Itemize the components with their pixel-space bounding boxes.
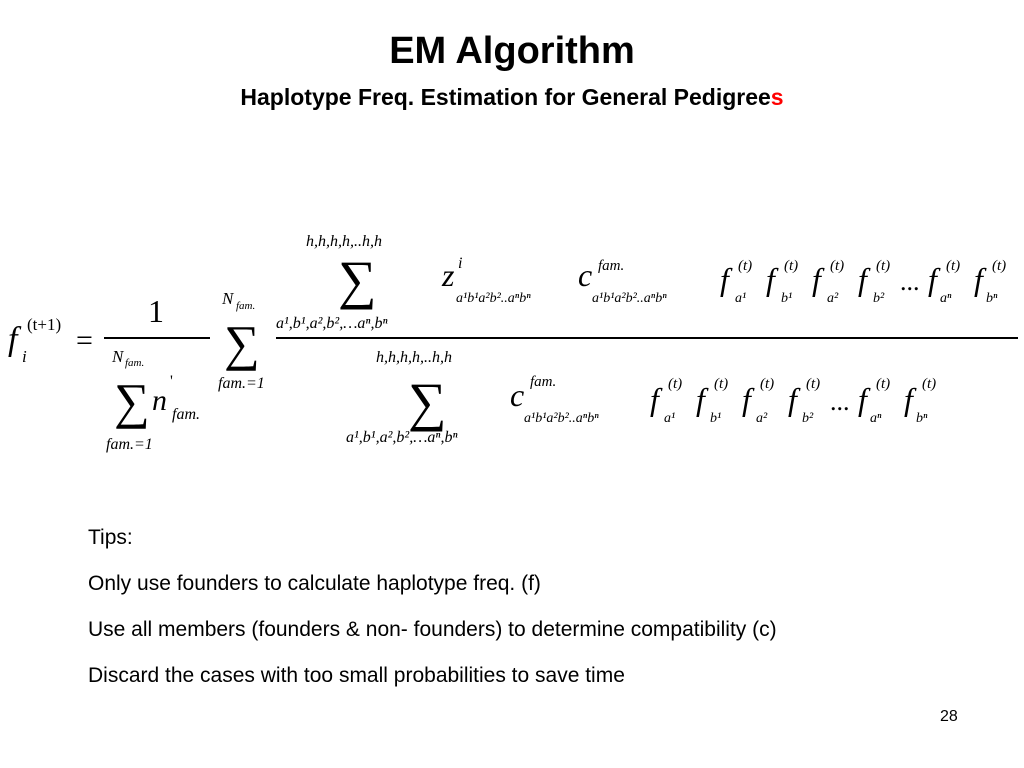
subtitle-accent: s — [770, 84, 784, 110]
den-sum-lower: a¹,b¹,a²,b²,…aⁿ,bⁿ — [346, 429, 458, 446]
num-f-1-sub: a¹ — [735, 291, 747, 306]
em-update-formula — [0, 210, 1024, 470]
equals-sign: = — [76, 324, 93, 357]
subtitle-main: Haplotype Freq. Estimation for General Pedigree — [240, 84, 771, 110]
num-f-1-sup: (t) — [738, 258, 753, 274]
num-f-6-sup: (t) — [992, 258, 1007, 274]
den-f-6: f — [904, 381, 913, 417]
num-f-6: f — [974, 261, 983, 297]
num-f-terms — [720, 258, 1006, 306]
den-f-5: f — [858, 381, 867, 417]
den-f-1-sub: a¹ — [664, 411, 676, 426]
tips-heading: Tips: — [88, 526, 133, 549]
num-f-4: f — [858, 261, 867, 297]
tip-item: Discard the cases with too small probabilities to save time — [88, 664, 625, 687]
num-f-5-sub: aⁿ — [940, 291, 952, 306]
lhs-sub: i — [22, 347, 27, 366]
den-f-3-sub: a² — [756, 411, 768, 426]
den-f-1-sup: (t) — [668, 376, 683, 392]
num-f-1: f — [720, 261, 729, 297]
den-f-6-sup: (t) — [922, 376, 937, 392]
tip-item: Use all members (founders & non- founders) to determine compatibility (c) — [88, 618, 777, 641]
denom-upper-sub: fam. — [125, 357, 145, 369]
denom-term-sub: fam. — [172, 406, 200, 423]
den-f-1: f — [650, 381, 659, 417]
lhs-sup: (t+1) — [27, 315, 62, 334]
denom-sigma: ∑ — [114, 373, 150, 429]
num-f-3: f — [812, 261, 821, 297]
slide-title: EM Algorithm — [389, 30, 635, 72]
den-f-4-sup: (t) — [806, 376, 821, 392]
den-ellipsis: ... — [830, 387, 850, 416]
den-f-terms — [650, 376, 936, 426]
tips-block — [88, 525, 777, 709]
outer-upper-sub: fam. — [236, 300, 256, 312]
den-f-3-sup: (t) — [760, 376, 775, 392]
frac-numerator: 1 — [148, 293, 164, 329]
den-f-5-sup: (t) — [876, 376, 891, 392]
num-f-2-sup: (t) — [784, 258, 799, 274]
num-z: z — [442, 257, 455, 293]
num-f-5: f — [928, 261, 937, 297]
den-f-2-sup: (t) — [714, 376, 729, 392]
lhs-f: f — [8, 321, 18, 358]
num-f-3-sup: (t) — [830, 258, 845, 274]
num-sum-lower: a¹,b¹,a²,b²,…aⁿ,bⁿ — [276, 315, 388, 332]
den-c-sub: a¹b¹a²b²..aⁿbⁿ — [524, 411, 599, 426]
tip-item: Only use founders to calculate haplotype freq. (f) — [88, 572, 541, 595]
num-f-3-sub: a² — [827, 291, 839, 306]
den-f-2: f — [696, 381, 705, 417]
num-sigma: ∑ — [338, 250, 377, 310]
page-number: 28 — [940, 708, 958, 725]
slide-subtitle — [0, 84, 1024, 111]
den-f-4-sub: b² — [802, 411, 814, 426]
num-c: c — [578, 257, 593, 293]
denom-upper: N — [112, 347, 124, 366]
den-f-5-sub: aⁿ — [870, 411, 882, 426]
formula-svg — [0, 210, 1024, 470]
outer-upper: N — [222, 289, 234, 308]
num-c-sup: fam. — [598, 258, 625, 274]
num-z-sup: i — [458, 255, 463, 272]
outer-lower: fam.=1 — [218, 375, 265, 392]
denom-lower: fam.=1 — [106, 436, 153, 453]
num-f-4-sup: (t) — [876, 258, 891, 274]
num-z-sub: a¹b¹a²b²..aⁿbⁿ — [456, 291, 531, 306]
num-f-2-sub: b¹ — [781, 291, 793, 306]
outer-sigma: ∑ — [224, 315, 260, 371]
num-ellipsis: ... — [900, 267, 920, 296]
den-c-sup: fam. — [530, 374, 557, 390]
num-f-5-sup: (t) — [946, 258, 961, 274]
denom-term-prime: ' — [170, 373, 173, 390]
den-f-4: f — [788, 381, 797, 417]
num-f-6-sub: bⁿ — [986, 291, 998, 306]
num-f-2: f — [766, 261, 775, 297]
den-f-3: f — [742, 381, 751, 417]
den-c: c — [510, 377, 525, 413]
den-f-6-sub: bⁿ — [916, 411, 928, 426]
num-f-4-sub: b² — [873, 291, 885, 306]
den-sum-upper: h,h,h,h,..h,h — [376, 349, 452, 366]
den-sigma: ∑ — [408, 372, 447, 432]
den-f-2-sub: b¹ — [710, 411, 722, 426]
denom-term: n — [152, 384, 167, 417]
num-c-sub: a¹b¹a²b²..aⁿbⁿ — [592, 291, 667, 306]
num-sum-upper: h,h,h,h,..h,h — [306, 233, 382, 250]
